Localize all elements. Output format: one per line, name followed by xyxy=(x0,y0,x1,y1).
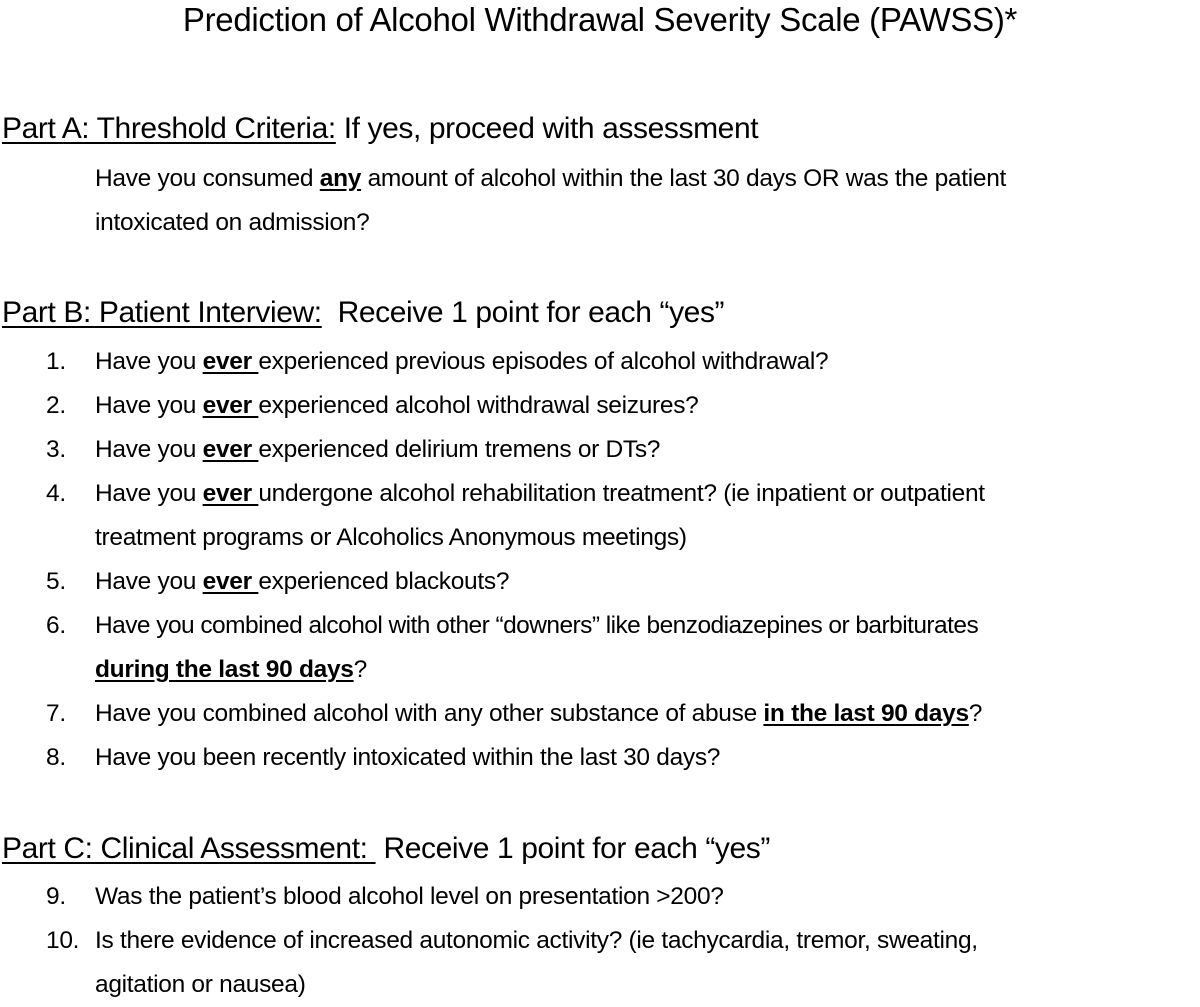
item-number: 6. xyxy=(46,612,66,639)
item-text: Have you been recently intoxicated within the last 30 days? xyxy=(95,744,721,771)
item-text-post: experienced alcohol withdrawal seizures? xyxy=(258,392,699,419)
part-a-question xyxy=(95,157,1195,245)
item-text xyxy=(95,428,1200,472)
part-a-heading-label: Part A: Threshold Criteria: xyxy=(2,112,336,145)
item-text-emphasis: ever xyxy=(202,348,259,375)
item-text-continued: treatment programs or Alcoholics Anonymous meetings) xyxy=(95,524,687,551)
item-text-emphasis: ever xyxy=(202,568,259,595)
item-text-continued: agitation or nausea) xyxy=(95,971,306,998)
part-a-line-1-emphasis: any xyxy=(319,165,362,192)
part-a-line-1-pre: Have you consumed xyxy=(95,165,320,192)
item-text-post: experienced delirium tremens or DTs? xyxy=(258,436,661,463)
item-number: 9. xyxy=(46,883,66,910)
item-text-post: undergone alcohol rehabilitation treatment? (ie inpatient or outpatient xyxy=(258,480,985,507)
item-number: 10. xyxy=(46,927,80,954)
item-text-post: experienced previous episodes of alcohol withdrawal? xyxy=(258,348,829,375)
part-a-line-1-post: amount of alcohol within the last 30 days OR was the patient xyxy=(361,165,1007,192)
part-c-heading-note: Receive 1 point for each “yes” xyxy=(375,832,770,865)
part-c-heading xyxy=(2,831,770,867)
part-b-heading xyxy=(2,295,724,331)
part-b-heading-note: Receive 1 point for each “yes” xyxy=(321,296,725,329)
item-text-post: ? xyxy=(968,700,983,727)
item-text: Was the patient’s blood alcohol level on presentation >200? xyxy=(95,883,724,910)
item-text-pre: Have you xyxy=(95,480,203,507)
item-number: 1. xyxy=(46,348,66,375)
item-number: 3. xyxy=(46,436,66,463)
item-text-emphasis: ever xyxy=(202,392,259,419)
part-a-heading xyxy=(2,111,758,147)
item-text-pre: Have you xyxy=(95,568,203,595)
item-text-emphasis: ever xyxy=(202,436,259,463)
page-title: Prediction of Alcohol Withdrawal Severity Scale (PAWSS)* xyxy=(182,1,1018,38)
item-text-post: ? xyxy=(353,656,367,683)
item-text xyxy=(95,472,1200,516)
item-text-emphasis: in the last 90 days xyxy=(763,700,969,727)
item-text-pre: Have you xyxy=(95,392,203,419)
item-number: 4. xyxy=(46,480,66,507)
item-text xyxy=(95,384,1200,428)
item-text-emphasis: ever xyxy=(202,480,259,507)
item-text-emphasis: during the last 90 days xyxy=(95,656,354,683)
item-text xyxy=(95,560,1200,604)
part-a-line-2: intoxicated on admission? xyxy=(95,209,370,236)
item-text-pre: Have you xyxy=(95,348,203,375)
part-b-heading-label: Part B: Patient Interview: xyxy=(2,296,322,329)
item-number: 5. xyxy=(46,568,66,595)
item-text: Have you combined alcohol with other “downers” like benzodiazepines or barbiturates xyxy=(95,612,979,639)
item-text-pre: Have you combined alcohol with any other substance of abuse xyxy=(95,700,764,727)
item-number: 7. xyxy=(46,700,66,727)
item-text: Is there evidence of increased autonomic activity? (ie tachycardia, tremor, sweating, xyxy=(95,927,978,954)
item-text xyxy=(95,340,1200,384)
item-text-post: experienced blackouts? xyxy=(258,568,510,595)
item-text-continued xyxy=(95,648,367,692)
item-text-pre: Have you xyxy=(95,436,203,463)
item-number: 8. xyxy=(46,744,66,771)
part-c-heading-label: Part C: Clinical Assessment: xyxy=(2,832,376,865)
item-text xyxy=(95,692,1200,736)
item-number: 2. xyxy=(46,392,66,419)
part-a-line-1 xyxy=(95,157,1195,201)
part-a-heading-note: If yes, proceed with assessment xyxy=(335,112,759,145)
